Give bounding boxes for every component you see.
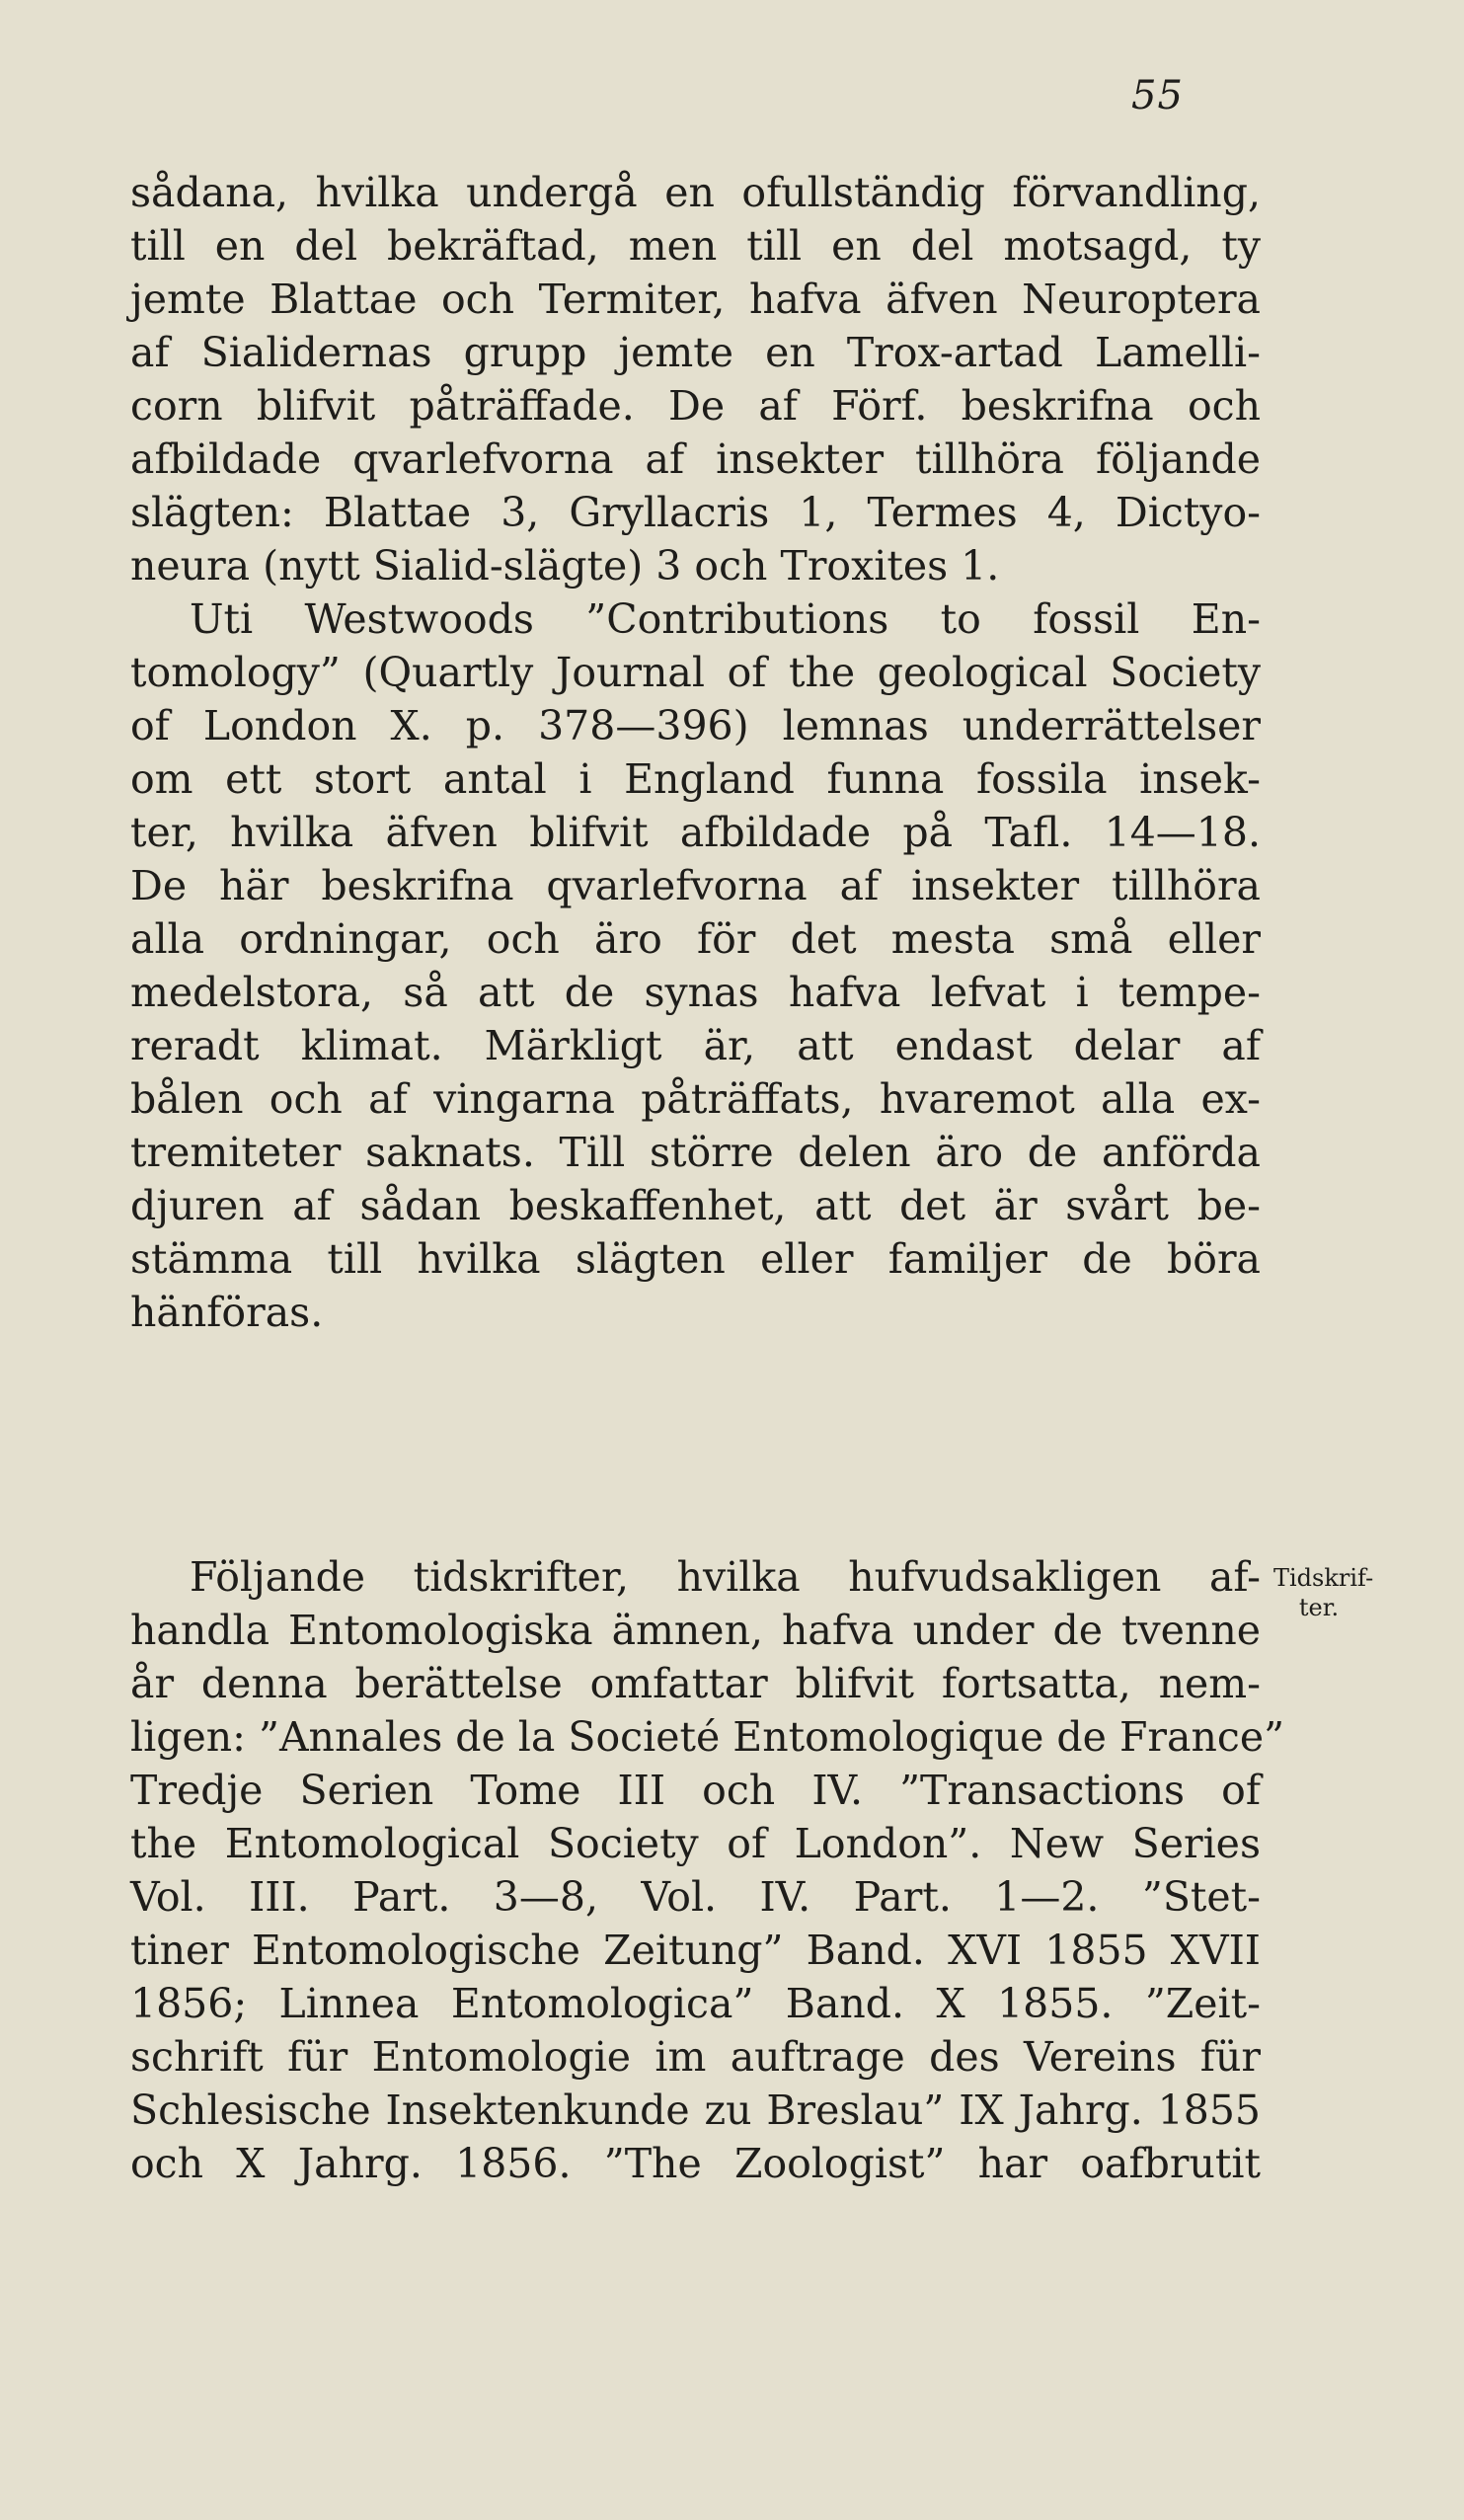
margin-note-line: Tidskrif- [1273, 1564, 1374, 1592]
page-number: 55 [1131, 73, 1184, 118]
text-line: och X Jahrg. 1856. ”The Zoologist” har oafbrutit [130, 2140, 1261, 2187]
text-line: medelstora, så att de synas hafva lefvat i tempe- [130, 969, 1261, 1016]
text-line: 1856; Linnea Entomologica” Band. X 1855. ”Zeit- [130, 1980, 1261, 2027]
text-line: Följande tidskrifter, hvilka hufvudsakligen af- [190, 1553, 1261, 1601]
text-line: tremiteter saknats. Till större delen äro de anförda [130, 1129, 1261, 1176]
text-line: afbildade qvarlefvorna af insekter tillhöra följande [130, 435, 1261, 483]
text-line: Schlesische Insektenkunde zu Breslau” IX Jahrg. 1855 [130, 2087, 1261, 2134]
margin-note [1273, 1563, 1374, 1622]
text-line: slägten: Blattae 3, Gryllacris 1, Termes 4, Dictyo- [130, 489, 1261, 536]
text-line: till en del bekräftad, men till en del motsagd, ty [130, 222, 1261, 270]
margin-note-line: ter. [1298, 1594, 1340, 1621]
text-line: bålen och af vingarna påträffats, hvaremot alla ex- [130, 1075, 1261, 1123]
text-line: Vol. III. Part. 3—8, Vol. IV. Part. 1—2. ”Stet- [130, 1873, 1261, 1921]
text-line: sådana, hvilka undergå en ofullständig förvandling, [130, 169, 1261, 216]
paragraph-1 [130, 166, 1261, 1339]
text-line: år denna berättelse omfattar blifvit fortsatta, nem- [130, 1660, 1261, 1707]
text-line: alla ordningar, och äro för det mesta små eller [130, 915, 1261, 963]
text-line: hänföras. [130, 1289, 324, 1336]
text-line: jemte Blattae och Termiter, hafva äfven Neuroptera [130, 276, 1261, 323]
text-line: tiner Entomologische Zeitung” Band. XVI 1855 XVII [130, 1927, 1261, 1974]
text-line: tomology” (Quartly Journal of the geological Society [130, 649, 1261, 696]
paragraph-2 [130, 1550, 1285, 2190]
text-line: De här beskrifna qvarlefvorna af insekter tillhöra [130, 862, 1261, 909]
text-line: stämma till hvilka slägten eller familjer de böra [130, 1235, 1261, 1283]
text-line: corn blifvit påträffade. De af Förf. beskrifna och [130, 382, 1261, 430]
text-line: schrift für Entomologie im auftrage des Vereins für [130, 2033, 1261, 2081]
text-line: neura (nytt Sialid-slägte) 3 och Troxites 1. [130, 542, 1000, 590]
text-line: reradt klimat. Märkligt är, att endast delar af [130, 1022, 1261, 1069]
text-line: af Sialidernas grupp jemte en Trox-artad Lamelli- [130, 329, 1261, 376]
text-line: of London X. p. 378—396) lemnas underrättelser [130, 702, 1261, 749]
text-line: handla Entomologiska ämnen, hafva under de tvenne [130, 1607, 1261, 1654]
text-line: djuren af sådan beskaffenhet, att det är svårt be- [130, 1182, 1261, 1229]
text-line: om ett stort antal i England funna fossila insek- [130, 755, 1261, 803]
text-line: ligen: ”Annales de la Societé Entomologique de France” [130, 1713, 1285, 1761]
text-line: Uti Westwoods ”Contributions to fossil En- [190, 595, 1261, 643]
text-line: Tredje Serien Tome III och IV. ”Transactions of [130, 1767, 1261, 1814]
text-line: the Entomological Society of London”. New Series [130, 1820, 1261, 1867]
text-line: ter, hvilka äfven blifvit afbildade på Tafl. 14—18. [130, 809, 1261, 856]
